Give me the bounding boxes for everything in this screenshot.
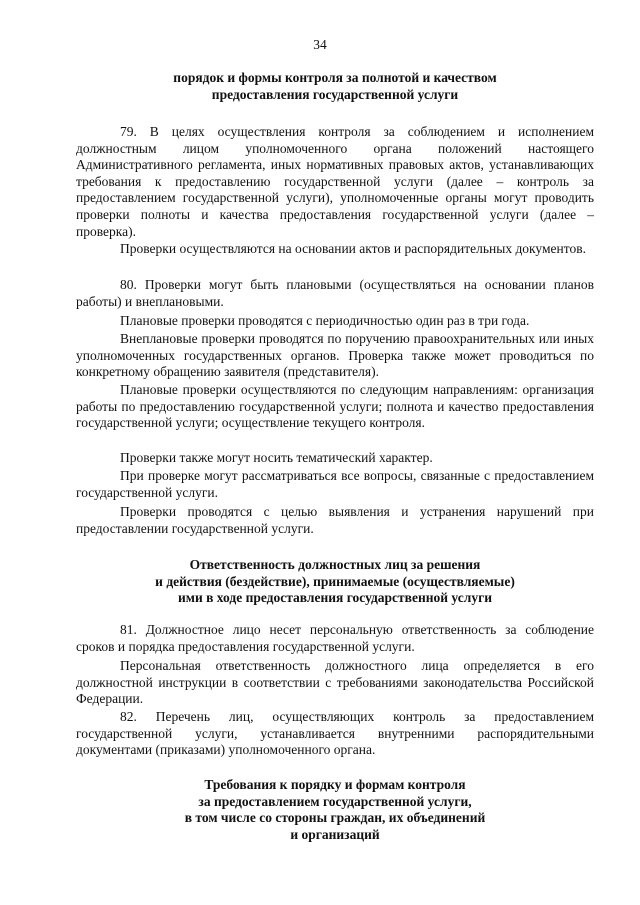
heading-line: и организаций [290,826,380,842]
paragraph-79: 79. В целях осуществления контроля за соблюдением и исполнением должностным лицом уполномоченного органа положений настоящего Административного регламента, иных нормативных правовых актов, устанавливающих требования к предоставлению государственной услуги (далее – контроль за предоставлением государственной услуги), уполномоченные органы могут проводить проверки полноты и качества предоставления государственной услуги (далее – проверка). [76,124,594,239]
paragraph-80: 80. Проверки могут быть плановыми (осуществляться на основании планов работы) и внеплановыми. [76,277,594,309]
paragraph: Персональная ответственность должностного лица определяется в его должностной инструкции в соответствии с требованиями законодательства Российской Федерации. [76,658,594,707]
section-heading-control [76,70,594,103]
heading-line: в том числе со стороны граждан, их объединений [184,810,486,826]
heading-line: за предоставлением государственной услуги, [198,793,472,809]
section-heading-requirements [76,777,594,843]
heading-line: Ответственность должностных лиц за решения [189,557,481,572]
paragraph: Проверки проводятся с целью выявления и устранения нарушений при предоставлении государственной услуги. [76,504,594,536]
heading-line: предоставления государственной услуги [211,86,459,102]
section-heading-responsibility [76,557,594,607]
heading-line: порядок и формы контроля за полнотой и качеством [173,70,497,85]
paragraph-81: 81. Должностное лицо несет персональную ответственность за соблюдение сроков и порядка предоставления государственной услуги. [76,622,594,654]
heading-line: и действия (бездействие), принимаемые (осуществляемые) [155,573,515,589]
heading-line: Требования к порядку и формам контроля [204,777,466,792]
paragraph: Плановые проверки проводятся с периодичностью один раз в три года. [120,313,530,328]
paragraph: При проверке могут рассматриваться все вопросы, связанные с предоставлением государственной услуги. [76,468,594,500]
paragraph-82: 82. Перечень лиц, осуществляющих контроль за предоставлением государственной услуги, устанавливается внутренними распорядительными документами (приказами) уполномоченного органа. [76,709,594,758]
paragraph: Плановые проверки осуществляются по следующим направлениям: организация работы по предоставлению государственной услуги; полнота и качество предоставления государственной услуги; осуществление текущего контроля. [76,382,594,431]
paragraph: Проверки также могут носить тематический характер. [120,450,433,465]
heading-line: ими в ходе предоставления государственной услуги [178,590,492,606]
paragraph: Внеплановые проверки проводятся по поручению правоохранительных или иных уполномоченных государственных органов. Проверка также может проводиться по конкретному обращению заявителя (представителя). [76,331,594,380]
paragraph: Проверки осуществляются на основании актов и распорядительных документов. [120,241,586,256]
page-number: 34 [313,37,327,52]
